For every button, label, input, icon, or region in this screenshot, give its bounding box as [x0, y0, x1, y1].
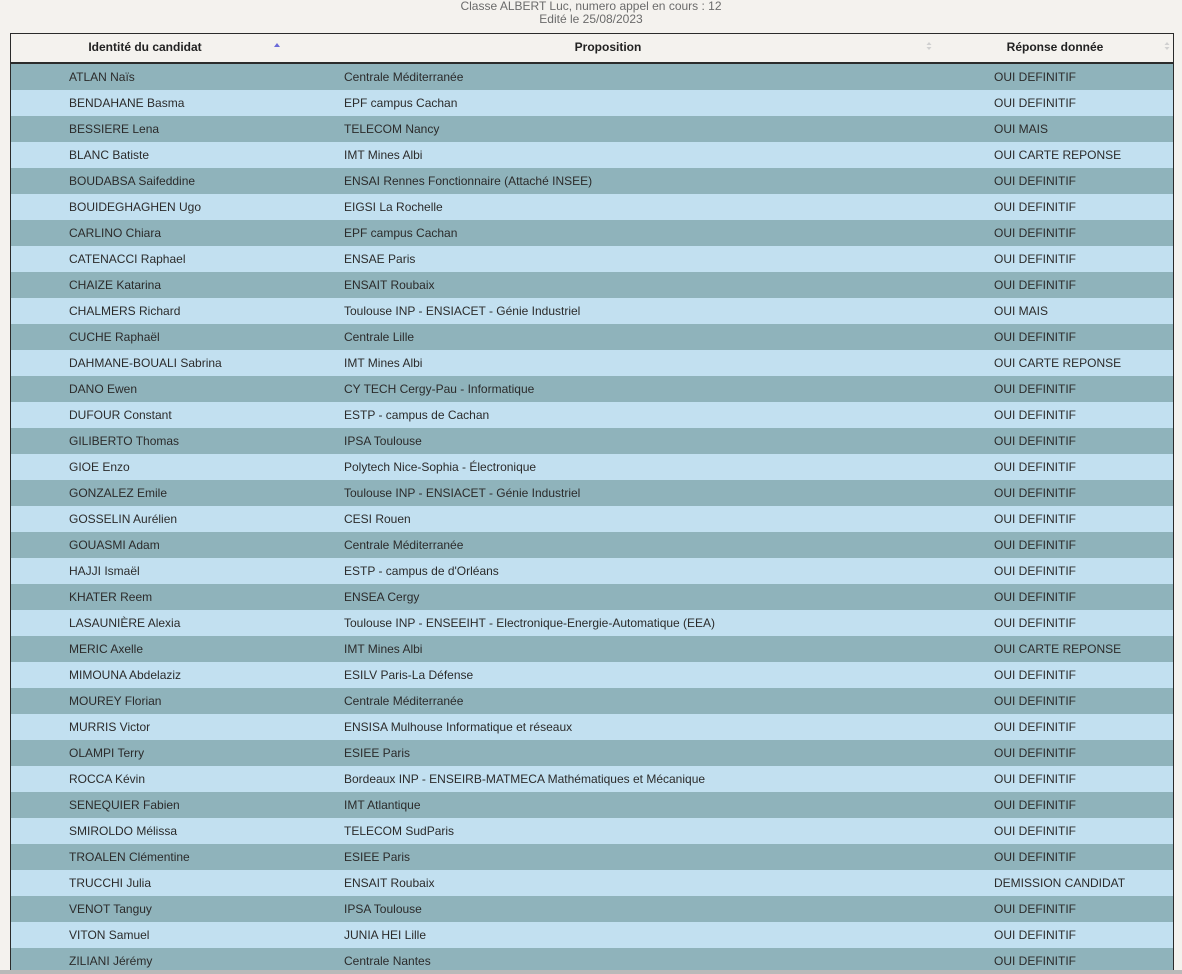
sort-both-icon[interactable]: [1163, 41, 1171, 51]
table-row[interactable]: [11, 766, 1173, 792]
proposition: Toulouse INP - ENSEEIHT - Electronique-Energie-Automatique (EEA): [344, 616, 716, 630]
response: OUI DEFINITIF: [994, 70, 1076, 84]
proposition: ESIEE Paris: [344, 746, 411, 760]
table-row[interactable]: [11, 350, 1173, 376]
response: OUI DEFINITIF: [994, 538, 1076, 552]
proposition: CESI Rouen: [344, 512, 411, 526]
response: OUI DEFINITIF: [994, 668, 1076, 682]
candidate-name: MURRIS Victor: [69, 720, 151, 734]
response: OUI DEFINITIF: [994, 278, 1076, 292]
proposition: TELECOM SudParis: [344, 824, 455, 838]
candidate-name: BOUDABSA Saifeddine: [69, 174, 196, 188]
table-row[interactable]: [11, 610, 1173, 636]
column-header-response[interactable]: [937, 34, 1173, 62]
bottom-strip: [0, 970, 1182, 974]
candidate-name: DAHMANE-BOUALI Sabrina: [69, 356, 222, 370]
table-row[interactable]: [11, 194, 1173, 220]
proposition: ENSEA Cergy: [344, 590, 420, 604]
response: OUI DEFINITIF: [994, 486, 1076, 500]
response: OUI DEFINITIF: [994, 252, 1076, 266]
table-row[interactable]: [11, 818, 1173, 844]
proposition: Centrale Lille: [344, 330, 415, 344]
table-body: [11, 64, 1173, 974]
proposition: ENSAIT Roubaix: [344, 876, 435, 890]
candidate-name: MIMOUNA Abdelaziz: [69, 668, 182, 682]
candidate-name: ROCCA Kévin: [69, 772, 146, 786]
response: OUI DEFINITIF: [994, 174, 1076, 188]
column-header-proposition[interactable]: [279, 34, 937, 62]
proposition: IMT Atlantique: [344, 798, 421, 812]
response: OUI DEFINITIF: [994, 616, 1076, 630]
table-row[interactable]: [11, 740, 1173, 766]
candidate-name: GIOE Enzo: [69, 460, 130, 474]
candidate-name: BESSIERE Lena: [69, 122, 160, 136]
table-row[interactable]: [11, 662, 1173, 688]
candidate-name: MOUREY Florian: [69, 694, 162, 708]
proposition: ENSAE Paris: [344, 252, 416, 266]
response: OUI CARTE REPONSE: [994, 148, 1122, 162]
table-row[interactable]: [11, 428, 1173, 454]
table-row[interactable]: [11, 714, 1173, 740]
table-row[interactable]: [11, 792, 1173, 818]
response: OUI DEFINITIF: [994, 200, 1076, 214]
proposition: Centrale Nantes: [344, 954, 431, 968]
proposition: ENSAI Rennes Fonctionnaire (Attaché INSEE): [344, 174, 593, 188]
table-row[interactable]: [11, 532, 1173, 558]
response: DEMISSION CANDIDAT: [994, 876, 1126, 890]
proposition: CY TECH Cergy-Pau - Informatique: [344, 382, 535, 396]
table-row[interactable]: [11, 896, 1173, 922]
candidate-name: GOUASMI Adam: [69, 538, 160, 552]
column-header-identity[interactable]: [11, 34, 279, 62]
response: OUI DEFINITIF: [994, 408, 1076, 422]
candidate-name: GILIBERTO Thomas: [69, 434, 180, 448]
proposition: ESIEE Paris: [344, 850, 411, 864]
table-row[interactable]: [11, 402, 1173, 428]
candidate-name: CHAIZE Katarina: [69, 278, 162, 292]
table-row[interactable]: [11, 844, 1173, 870]
table-row[interactable]: [11, 246, 1173, 272]
proposition: IMT Mines Albi: [344, 148, 423, 162]
response: OUI MAIS: [994, 304, 1049, 318]
response: OUI CARTE REPONSE: [994, 356, 1122, 370]
table-row[interactable]: [11, 584, 1173, 610]
response: OUI MAIS: [994, 122, 1049, 136]
candidate-name: ZILIANI Jérémy: [69, 954, 153, 968]
column-header-identity-label: Identité du candidat: [88, 40, 202, 54]
table-header: [11, 34, 1173, 64]
table-row[interactable]: [11, 558, 1173, 584]
candidate-name: CATENACCI Raphael: [69, 252, 186, 266]
response: OUI DEFINITIF: [994, 746, 1076, 760]
table-row[interactable]: [11, 142, 1173, 168]
table-row[interactable]: [11, 688, 1173, 714]
response: OUI DEFINITIF: [994, 694, 1076, 708]
response: OUI DEFINITIF: [994, 590, 1076, 604]
proposition: IPSA Toulouse: [344, 902, 422, 916]
table-row[interactable]: [11, 922, 1173, 948]
response: OUI DEFINITIF: [994, 330, 1076, 344]
proposition: Centrale Méditerranée: [344, 538, 464, 552]
table-row[interactable]: [11, 90, 1173, 116]
proposition: JUNIA HEI Lille: [344, 928, 427, 942]
response: OUI DEFINITIF: [994, 850, 1076, 864]
proposition: Polytech Nice-Sophia - Électronique: [344, 460, 537, 474]
candidate-name: TRUCCHI Julia: [69, 876, 152, 890]
proposition: Centrale Méditerranée: [344, 70, 464, 84]
table-row[interactable]: [11, 480, 1173, 506]
candidate-name: GOSSELIN Aurélien: [69, 512, 178, 526]
proposition: ESILV Paris-La Défense: [344, 668, 474, 682]
table-row[interactable]: [11, 376, 1173, 402]
sort-both-icon[interactable]: [925, 41, 933, 51]
candidate-name: GONZALEZ Emile: [69, 486, 168, 500]
table-row[interactable]: [11, 220, 1173, 246]
candidate-name: SENEQUIER Fabien: [69, 798, 180, 812]
candidate-name: BLANC Batiste: [69, 148, 150, 162]
table-row[interactable]: [11, 636, 1173, 662]
proposition: IPSA Toulouse: [344, 434, 422, 448]
candidate-name: VENOT Tanguy: [69, 902, 152, 916]
table-row[interactable]: [11, 168, 1173, 194]
table-row[interactable]: [11, 324, 1173, 350]
candidate-name: VITON Samuel: [69, 928, 150, 942]
response: OUI DEFINITIF: [994, 772, 1076, 786]
response: OUI DEFINITIF: [994, 96, 1076, 110]
candidate-name: CARLINO Chiara: [69, 226, 162, 240]
candidate-name: ATLAN Naïs: [69, 70, 135, 84]
proposition: ESTP - campus de d'Orléans: [344, 564, 499, 578]
table-row[interactable]: [11, 506, 1173, 532]
candidate-name: TROALEN Clémentine: [69, 850, 190, 864]
proposition: ESTP - campus de Cachan: [344, 408, 490, 422]
proposition: TELECOM Nancy: [344, 122, 440, 136]
response: OUI DEFINITIF: [994, 564, 1076, 578]
column-header-response-label: Réponse donnée: [1006, 40, 1104, 54]
proposition: Centrale Méditerranée: [344, 694, 464, 708]
candidate-name: DANO Ewen: [69, 382, 138, 396]
table-row[interactable]: [11, 64, 1173, 90]
response: OUI DEFINITIF: [994, 226, 1076, 240]
response: OUI DEFINITIF: [994, 798, 1076, 812]
proposition: ENSAIT Roubaix: [344, 278, 435, 292]
candidate-name: SMIROLDO Mélissa: [69, 824, 178, 838]
candidate-name: HAJJI Ismaël: [69, 564, 140, 578]
proposition: Toulouse INP - ENSIACET - Génie Industriel: [344, 486, 581, 500]
candidate-name: DUFOUR Constant: [69, 408, 172, 422]
proposition: EPF campus Cachan: [344, 96, 458, 110]
column-header-proposition-label: Proposition: [574, 40, 642, 54]
candidate-name: KHATER Reem: [69, 590, 153, 604]
candidate-name: MERIC Axelle: [69, 642, 144, 656]
candidate-name: LASAUNIÈRE Alexia: [69, 616, 181, 630]
response: OUI DEFINITIF: [994, 928, 1076, 942]
candidates-table: [10, 33, 1174, 974]
response: OUI DEFINITIF: [994, 720, 1076, 734]
response: OUI DEFINITIF: [994, 382, 1076, 396]
edit-date: Edité le 25/08/2023: [539, 12, 643, 26]
candidate-name: BOUIDEGHAGHEN Ugo: [69, 200, 202, 214]
proposition: Bordeaux INP - ENSEIRB-MATMECA Mathématiques et Mécanique: [344, 772, 706, 786]
table-row[interactable]: [11, 454, 1173, 480]
page-header: [0, 0, 1182, 26]
candidate-name: OLAMPI Terry: [69, 746, 145, 760]
response: OUI DEFINITIF: [994, 954, 1076, 968]
candidate-name: CUCHE Raphaël: [69, 330, 160, 344]
candidate-name: BENDAHANE Basma: [69, 96, 185, 110]
response: OUI DEFINITIF: [994, 434, 1076, 448]
class-info: Classe ALBERT Luc, numero appel en cours : 12: [460, 0, 722, 13]
table-row[interactable]: [11, 870, 1173, 896]
table-row[interactable]: [11, 272, 1173, 298]
proposition: EPF campus Cachan: [344, 226, 458, 240]
proposition: IMT Mines Albi: [344, 356, 423, 370]
response: OUI DEFINITIF: [994, 460, 1076, 474]
proposition: IMT Mines Albi: [344, 642, 423, 656]
proposition: ENSISA Mulhouse Informatique et réseaux: [344, 720, 573, 734]
table-row[interactable]: [11, 116, 1173, 142]
response: OUI DEFINITIF: [994, 512, 1076, 526]
proposition: Toulouse INP - ENSIACET - Génie Industriel: [344, 304, 581, 318]
response: OUI DEFINITIF: [994, 902, 1076, 916]
response: OUI DEFINITIF: [994, 824, 1076, 838]
candidate-name: CHALMERS Richard: [69, 304, 181, 318]
response: OUI CARTE REPONSE: [994, 642, 1122, 656]
proposition: EIGSI La Rochelle: [344, 200, 443, 214]
table-row[interactable]: [11, 298, 1173, 324]
